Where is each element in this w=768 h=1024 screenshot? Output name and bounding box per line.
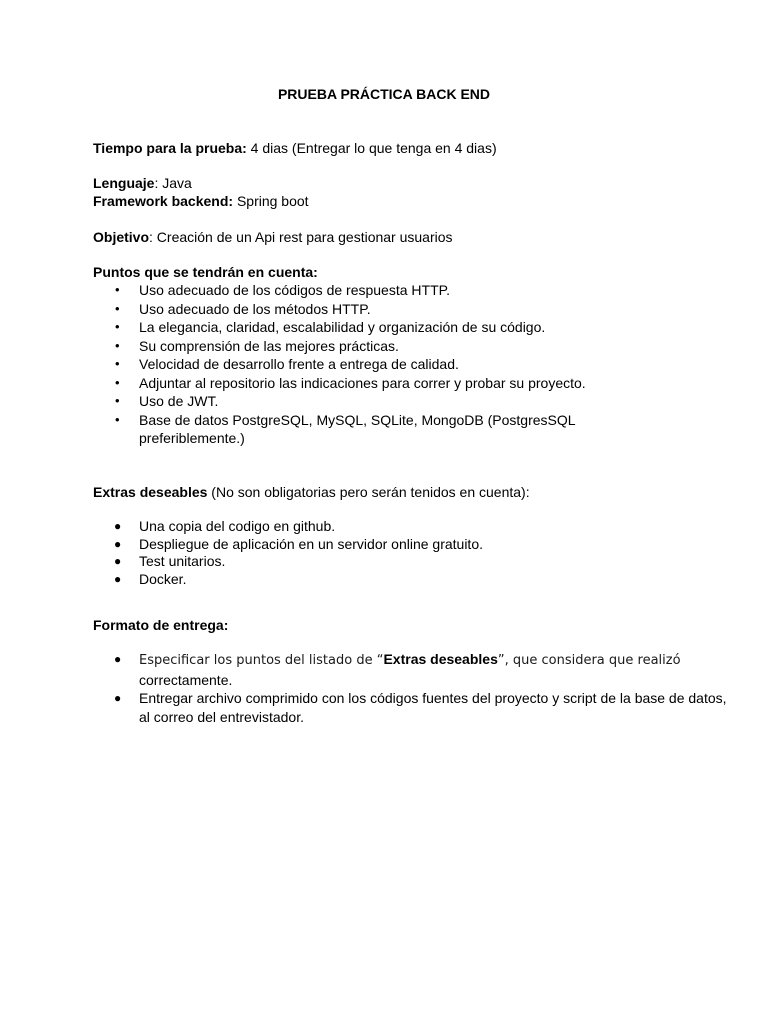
list-item: ● Entregar archivo comprimido con los códigos fuentes del proyecto y script de la base de datos, al correo del entrevistador. (114, 690, 727, 725)
bullet-icon: ● (114, 691, 122, 705)
objetivo-label: Objetivo (93, 229, 150, 245)
bullet-icon: • (115, 374, 120, 390)
puntos-list (93, 281, 693, 448)
list-item: • Uso adecuado de los códigos de respuesta HTTP. (115, 282, 451, 298)
list-item: ● Especificar los puntos del listado de “Extras deseables”, que considera que realizó correctamente. (114, 651, 681, 688)
formato-heading: Formato de entrega: (93, 617, 229, 633)
framework-label: Framework backend: (93, 193, 234, 209)
bullet-icon: • (115, 411, 120, 427)
list-item: ● Docker. (114, 570, 187, 587)
lenguaje-value: : Java (154, 175, 192, 191)
bullet-icon: ● (114, 571, 122, 586)
extras-note: (No son obligatorias pero serán tenidos en cuenta): (207, 484, 530, 500)
list-item: • Velocidad de desarrollo frente a entrega de calidad. (115, 356, 459, 372)
bullet-icon: ● (114, 519, 122, 533)
puntos-heading: Puntos que se tendrán en cuenta: (93, 264, 318, 280)
list-item: ● Despliegue de aplicación en un servidor online gratuito. (114, 535, 483, 552)
list-item: • Uso adecuado de los métodos HTTP. (115, 300, 371, 317)
bullet-icon: • (115, 393, 120, 408)
lenguaje-line (93, 174, 192, 193)
extras-line (93, 483, 530, 502)
objetivo-line (93, 228, 453, 247)
lenguaje-label: Lenguaje (93, 175, 155, 191)
formato-list (93, 650, 727, 726)
extras-list (93, 517, 693, 588)
bullet-icon: ● (114, 554, 122, 568)
bullet-icon: • (115, 319, 120, 334)
list-item: • Su comprensión de las mejores prácticas. (115, 337, 399, 354)
list-item: ● Una copia del codigo en github. (114, 518, 336, 534)
bullet-icon: • (115, 337, 120, 353)
bullet-icon: ● (114, 536, 122, 551)
tiempo-label: Tiempo para la prueba: (93, 140, 247, 156)
list-item: • La elegancia, claridad, escalabilidad y organización de su código. (115, 319, 546, 335)
extras-heading: Extras deseables (93, 484, 208, 500)
framework-value: Spring boot (233, 193, 309, 209)
document-title: PRUEBA PRÁCTICA BACK END (277, 86, 491, 102)
bullet-icon: ● (114, 652, 122, 666)
objetivo-value: : Creación de un Api rest para gestionar usuarios (149, 229, 453, 245)
tiempo-value: 4 dias (Entregar lo que tenga en 4 dias) (246, 140, 497, 156)
list-item: • Uso de JWT. (115, 393, 219, 409)
bullet-icon: • (115, 282, 120, 297)
list-item: • Adjuntar al repositorio las indicaciones para correr y probar su proyecto. (115, 374, 586, 391)
list-item: ● Test unitarios. (114, 553, 226, 569)
framework-line (93, 192, 309, 211)
bullet-icon: • (115, 300, 120, 316)
bullet-icon: • (115, 356, 120, 371)
tiempo-line (93, 139, 497, 158)
list-item: • Base de datos PostgreSQL, MySQL, SQLite, MongoDB (PostgresSQL preferiblemente.) (115, 411, 576, 446)
